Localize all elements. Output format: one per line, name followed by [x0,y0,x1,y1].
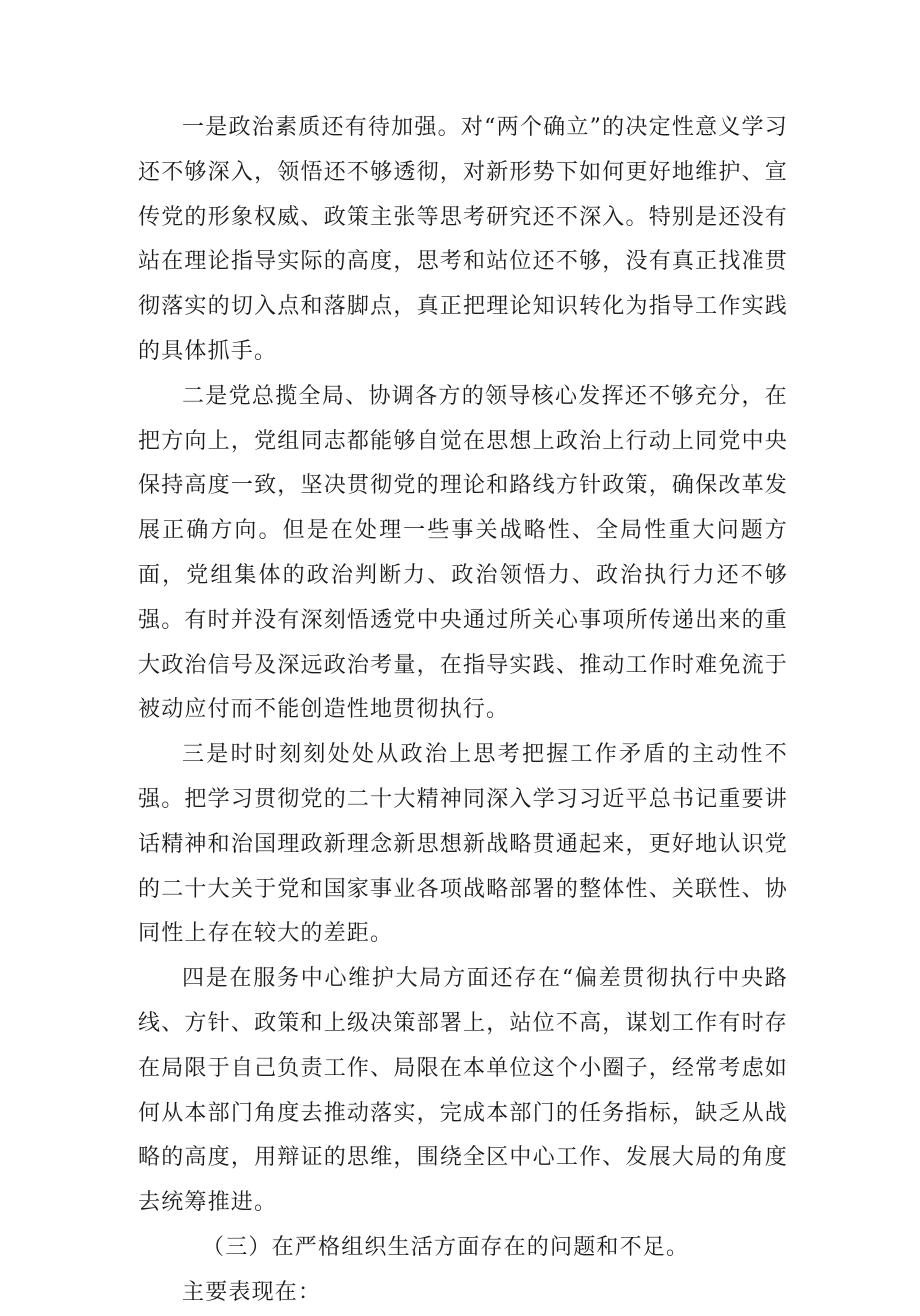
section-heading: （三）在严格组织生活方面存在的问题和不足。 [202,1234,690,1260]
paragraph-leadership-core: 二是党总揽全局、协调各方的领导核心发挥还不够充分，在把方向上，党组同志都能够自觉在思想上政治上行动上同党中央保持高度一致，坚决贯彻党的理论和路线方针政策，确保改革发展正确方向。但是在处理一些事关战略性、全局性重大问题方面，党组集体的政治判断力、政治领悟力、政治执行力还不够强。有时并没有深刻悟透党中央通过所关心事项所传递出来的重大政治信号及深远政治考量，在指导实践、推动工作时难免流于被动应付而不能创造性地贯彻执行。 [138,383,788,723]
paragraph-initiative: 三是时时刻刻处处从政治上思考把握工作矛盾的主动性不强。把学习贯彻党的二十大精神同深入学习习近平总书记重要讲话精神和治国理政新理念新思想新战略贯通起来，更好地认识党的二十大关于党和国家事业各项战略部署的整体性、关联性、协同性上存在较大的差距。 [138,742,788,947]
lead-in-text: 主要表现在： [182,1279,322,1305]
document-body [138,106,788,1316]
paragraph-political-quality: 一是政治素质还有待加强。对“两个确立”的决定性意义学习还不够深入，领悟还不够透彻，对新形势下如何更好地维护、宣传党的形象权威、政策主张等思考研究还不深入。特别是还没有站在理论指导实际的高度，思考和站位还不够，没有真正找准贯彻落实的切入点和落脚点，真正把理论知识转化为指导工作实践的具体抓手。 [138,115,788,364]
paragraph-serving-center: 四是在服务中心维护大局方面还存在“偏差贯彻执行中央路线、方针、政策和上级决策部署上，站位不高，谋划工作有时存在局限于自己负责工作、局限在本单位这个小圈子，经常考虑如何从本部门角度去推动落实，完成本部门的任务指标，缺乏从战略的高度，用辩证的思维，围绕全区中心工作、发展大局的角度去统筹推进。 [138,966,788,1216]
